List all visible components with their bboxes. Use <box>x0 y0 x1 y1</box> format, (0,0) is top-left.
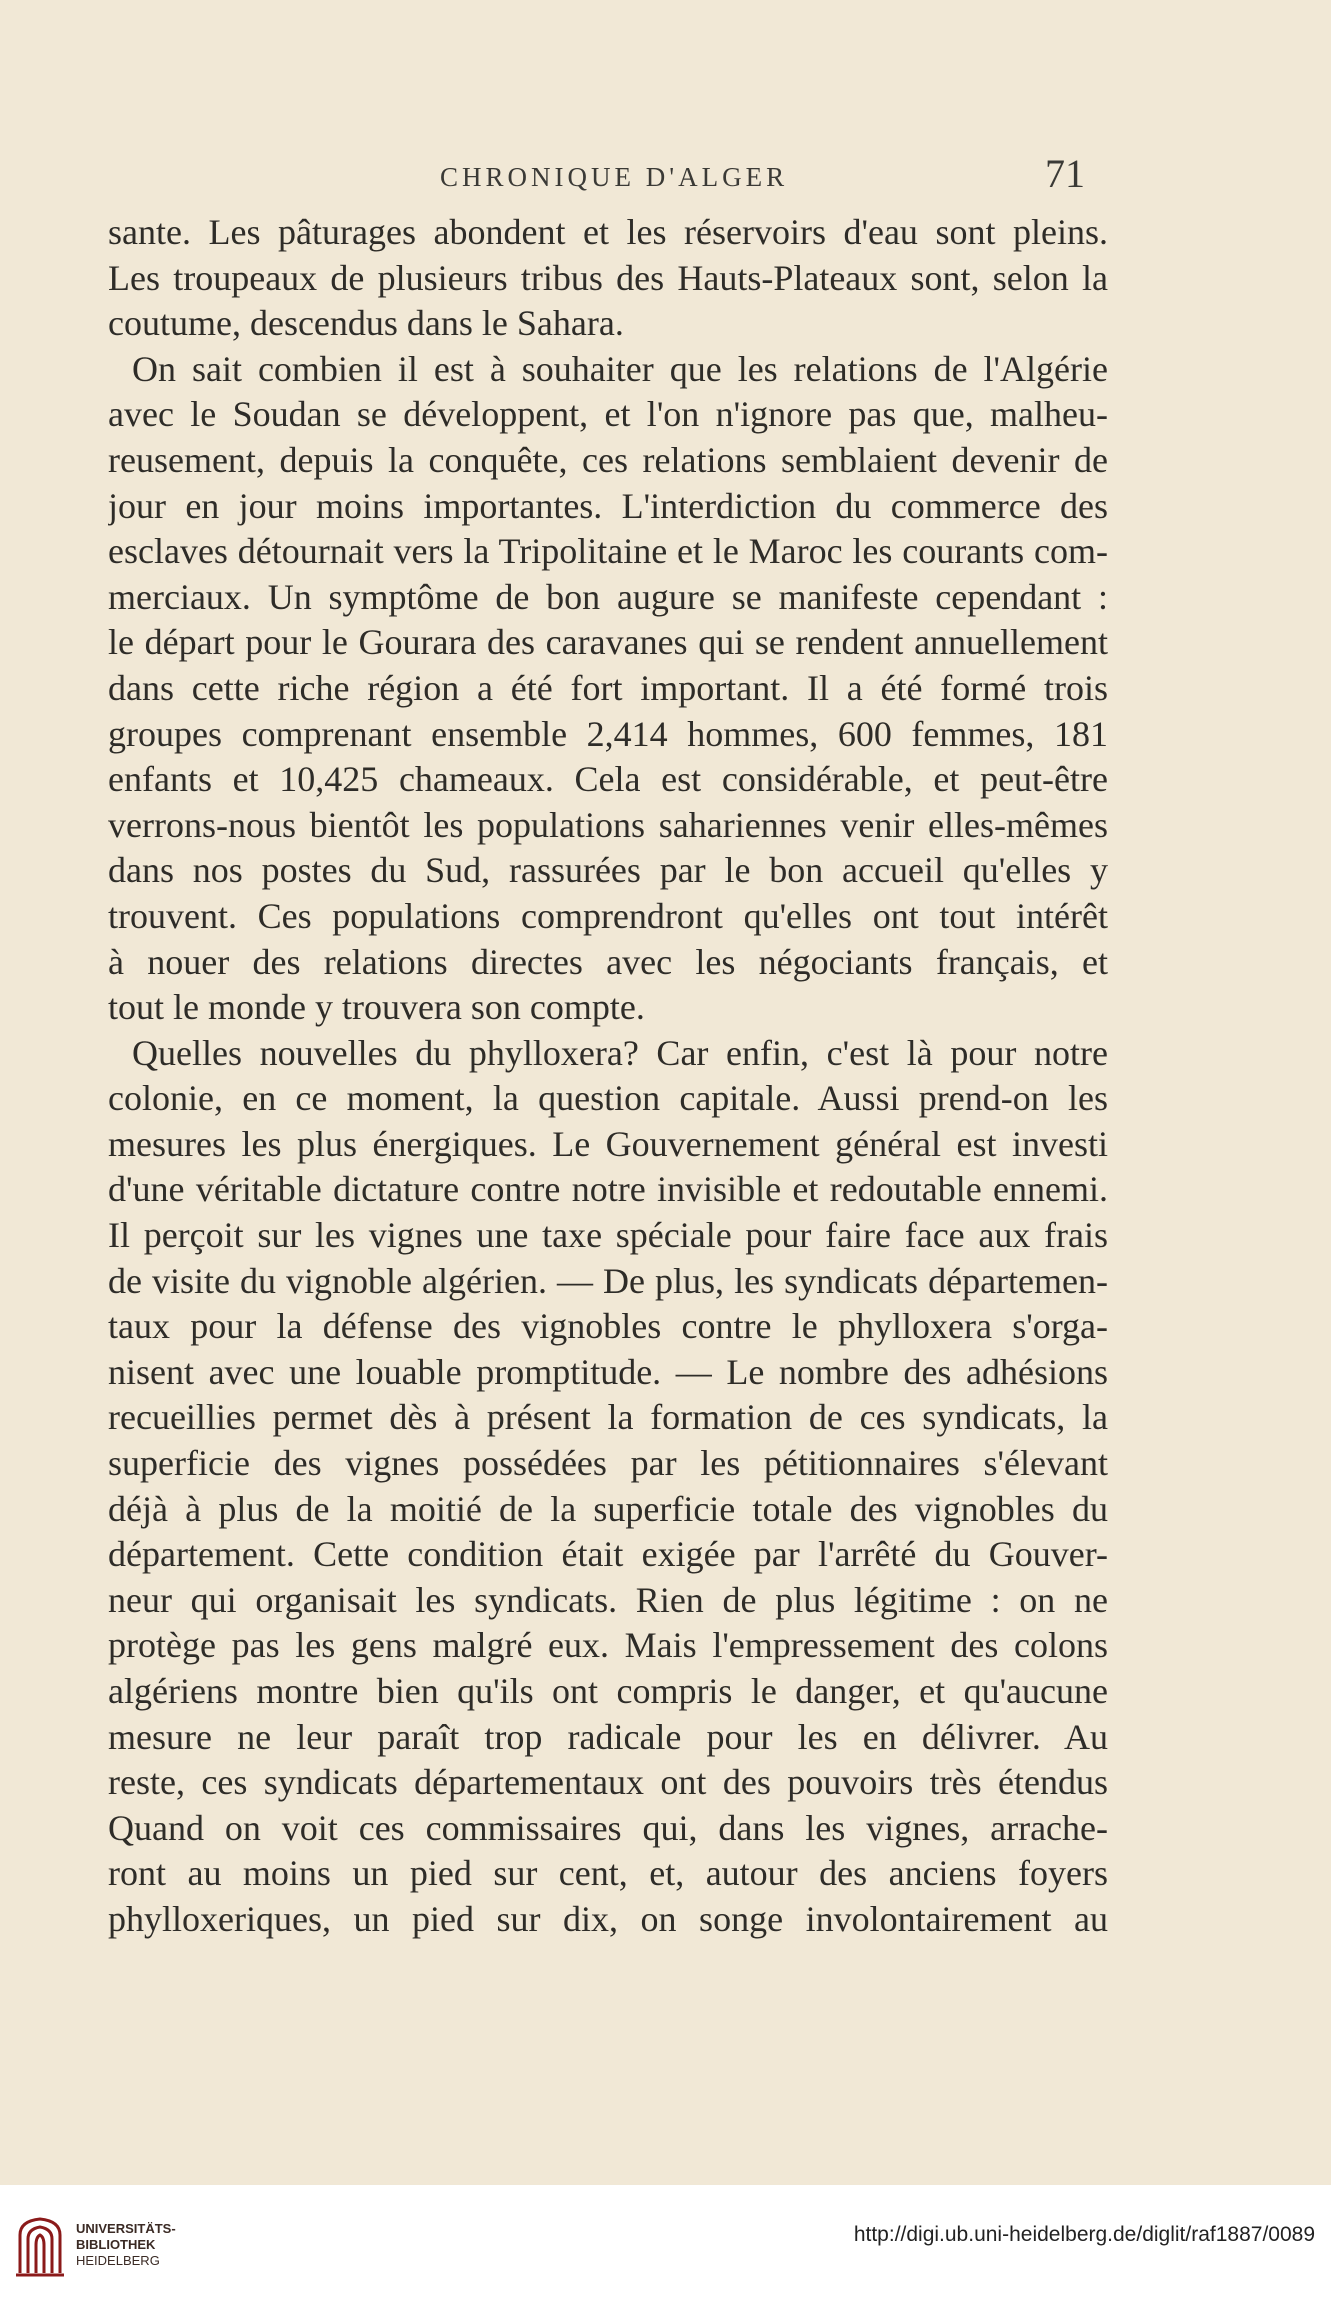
text-line: déjà à plus de la moitié de la superficie totale des vignobles du <box>108 1488 1108 1529</box>
library-name-line: UNIVERSITÄTS- <box>76 2221 176 2236</box>
text-line: merciaux. Un symptôme de bon augure se manifeste cependant : <box>108 576 1108 617</box>
page-number: 71 <box>1045 151 1085 196</box>
text-line: On sait combien il est à souhaiter que les relations de l'Algérie <box>132 348 1108 389</box>
text-line: trouvent. Ces populations comprendront qu'elles ont tout intérêt <box>108 895 1108 936</box>
page-header <box>0 150 1331 210</box>
text-line: ront au moins un pied sur cent, et, autour des anciens foyers <box>108 1853 1108 1894</box>
university-seal-icon <box>14 2215 66 2279</box>
text-line: enfants et 10,425 chameaux. Cela est considérable, et peut-être <box>108 759 1108 800</box>
text-line: département. Cette condition était exigée par l'arrêté du Gouver- <box>108 1534 1108 1575</box>
source-url-link[interactable]: http://digi.ub.uni-heidelberg.de/diglit/raf1887/0089 <box>853 2223 1315 2246</box>
footer-bar <box>0 2185 1331 2308</box>
library-name-line: BIBLIOTHEK <box>76 2237 156 2252</box>
text-line: groupes comprenant ensemble 2,414 hommes, 600 femmes, 181 <box>108 713 1108 754</box>
text-line: dans nos postes du Sud, rassurées par le bon accueil qu'elles y <box>108 850 1108 891</box>
text-line: de visite du vignoble algérien. — De plus, les syndicats départemen- <box>108 1260 1108 1301</box>
text-line: tout le monde y trouvera son compte. <box>108 987 645 1028</box>
text-line: jour en jour moins importantes. L'interdiction du commerce des <box>108 485 1108 526</box>
text-line: le départ pour le Gourara des caravanes qui se rendent annuellement <box>108 622 1108 663</box>
text-line: avec le Soudan se développent, et l'on n'ignore pas que, malheu- <box>108 394 1108 435</box>
text-line: Quand on voit ces commissaires qui, dans les vignes, arrache- <box>108 1807 1108 1848</box>
library-name <box>76 2221 176 2269</box>
text-line: dans cette riche région a été fort important. Il a été formé trois <box>108 667 1108 708</box>
text-line: nisent avec une louable promptitude. — Le nombre des adhésions <box>108 1351 1108 1392</box>
text-line: protège pas les gens malgré eux. Mais l'empressement des colons <box>108 1625 1108 1666</box>
text-line: Il perçoit sur les vignes une taxe spéciale pour faire face aux frais <box>108 1215 1108 1256</box>
text-line: taux pour la défense des vignobles contre le phylloxera s'orga- <box>108 1306 1108 1347</box>
text-line: reste, ces syndicats départementaux ont des pouvoirs très étendus <box>108 1762 1108 1803</box>
running-title: CHRONIQUE D'ALGER <box>440 162 789 192</box>
text-line: coutume, descendus dans le Sahara. <box>108 303 624 344</box>
text-line: esclaves détournait vers la Tripolitaine et le Maroc les courants com- <box>108 531 1108 572</box>
text-line: mesure ne leur paraît trop radicale pour les en délivrer. Au <box>108 1716 1108 1757</box>
text-line: Quelles nouvelles du phylloxera? Car enfin, c'est là pour notre <box>132 1032 1108 1073</box>
text-line: algériens montre bien qu'ils ont compris le danger, et qu'aucune <box>108 1671 1108 1711</box>
text-line: superficie des vignes possédées par les pétitionnaires s'élevant <box>108 1443 1108 1484</box>
body-text <box>108 210 1108 1943</box>
text-line: Les troupeaux de plusieurs tribus des Hauts-Plateaux sont, selon la <box>108 257 1108 298</box>
text-line: phylloxeriques, un pied sur dix, on songe involontairement au <box>108 1898 1108 1939</box>
text-line: à nouer des relations directes avec les négociants français, et <box>108 941 1108 982</box>
text-line: recueillies permet dès à présent la formation de ces syndicats, la <box>108 1397 1108 1438</box>
text-line: sante. Les pâturages abondent et les réservoirs d'eau sont pleins. <box>108 212 1108 252</box>
text-line: neur qui organisait les syndicats. Rien de plus légitime : on ne <box>108 1579 1108 1620</box>
library-name-line: HEIDELBERG <box>76 2253 160 2268</box>
text-line: mesures les plus énergiques. Le Gouvernement général est investi <box>108 1123 1108 1164</box>
text-line: verrons-nous bientôt les populations sahariennes venir elles-mêmes <box>108 804 1108 845</box>
text-line: reusement, depuis la conquête, ces relations semblaient devenir de <box>108 439 1108 480</box>
text-line: colonie, en ce moment, la question capitale. Aussi prend-on les <box>108 1078 1108 1119</box>
text-line: d'une véritable dictature contre notre invisible et redoutable ennemi. <box>108 1169 1108 1210</box>
